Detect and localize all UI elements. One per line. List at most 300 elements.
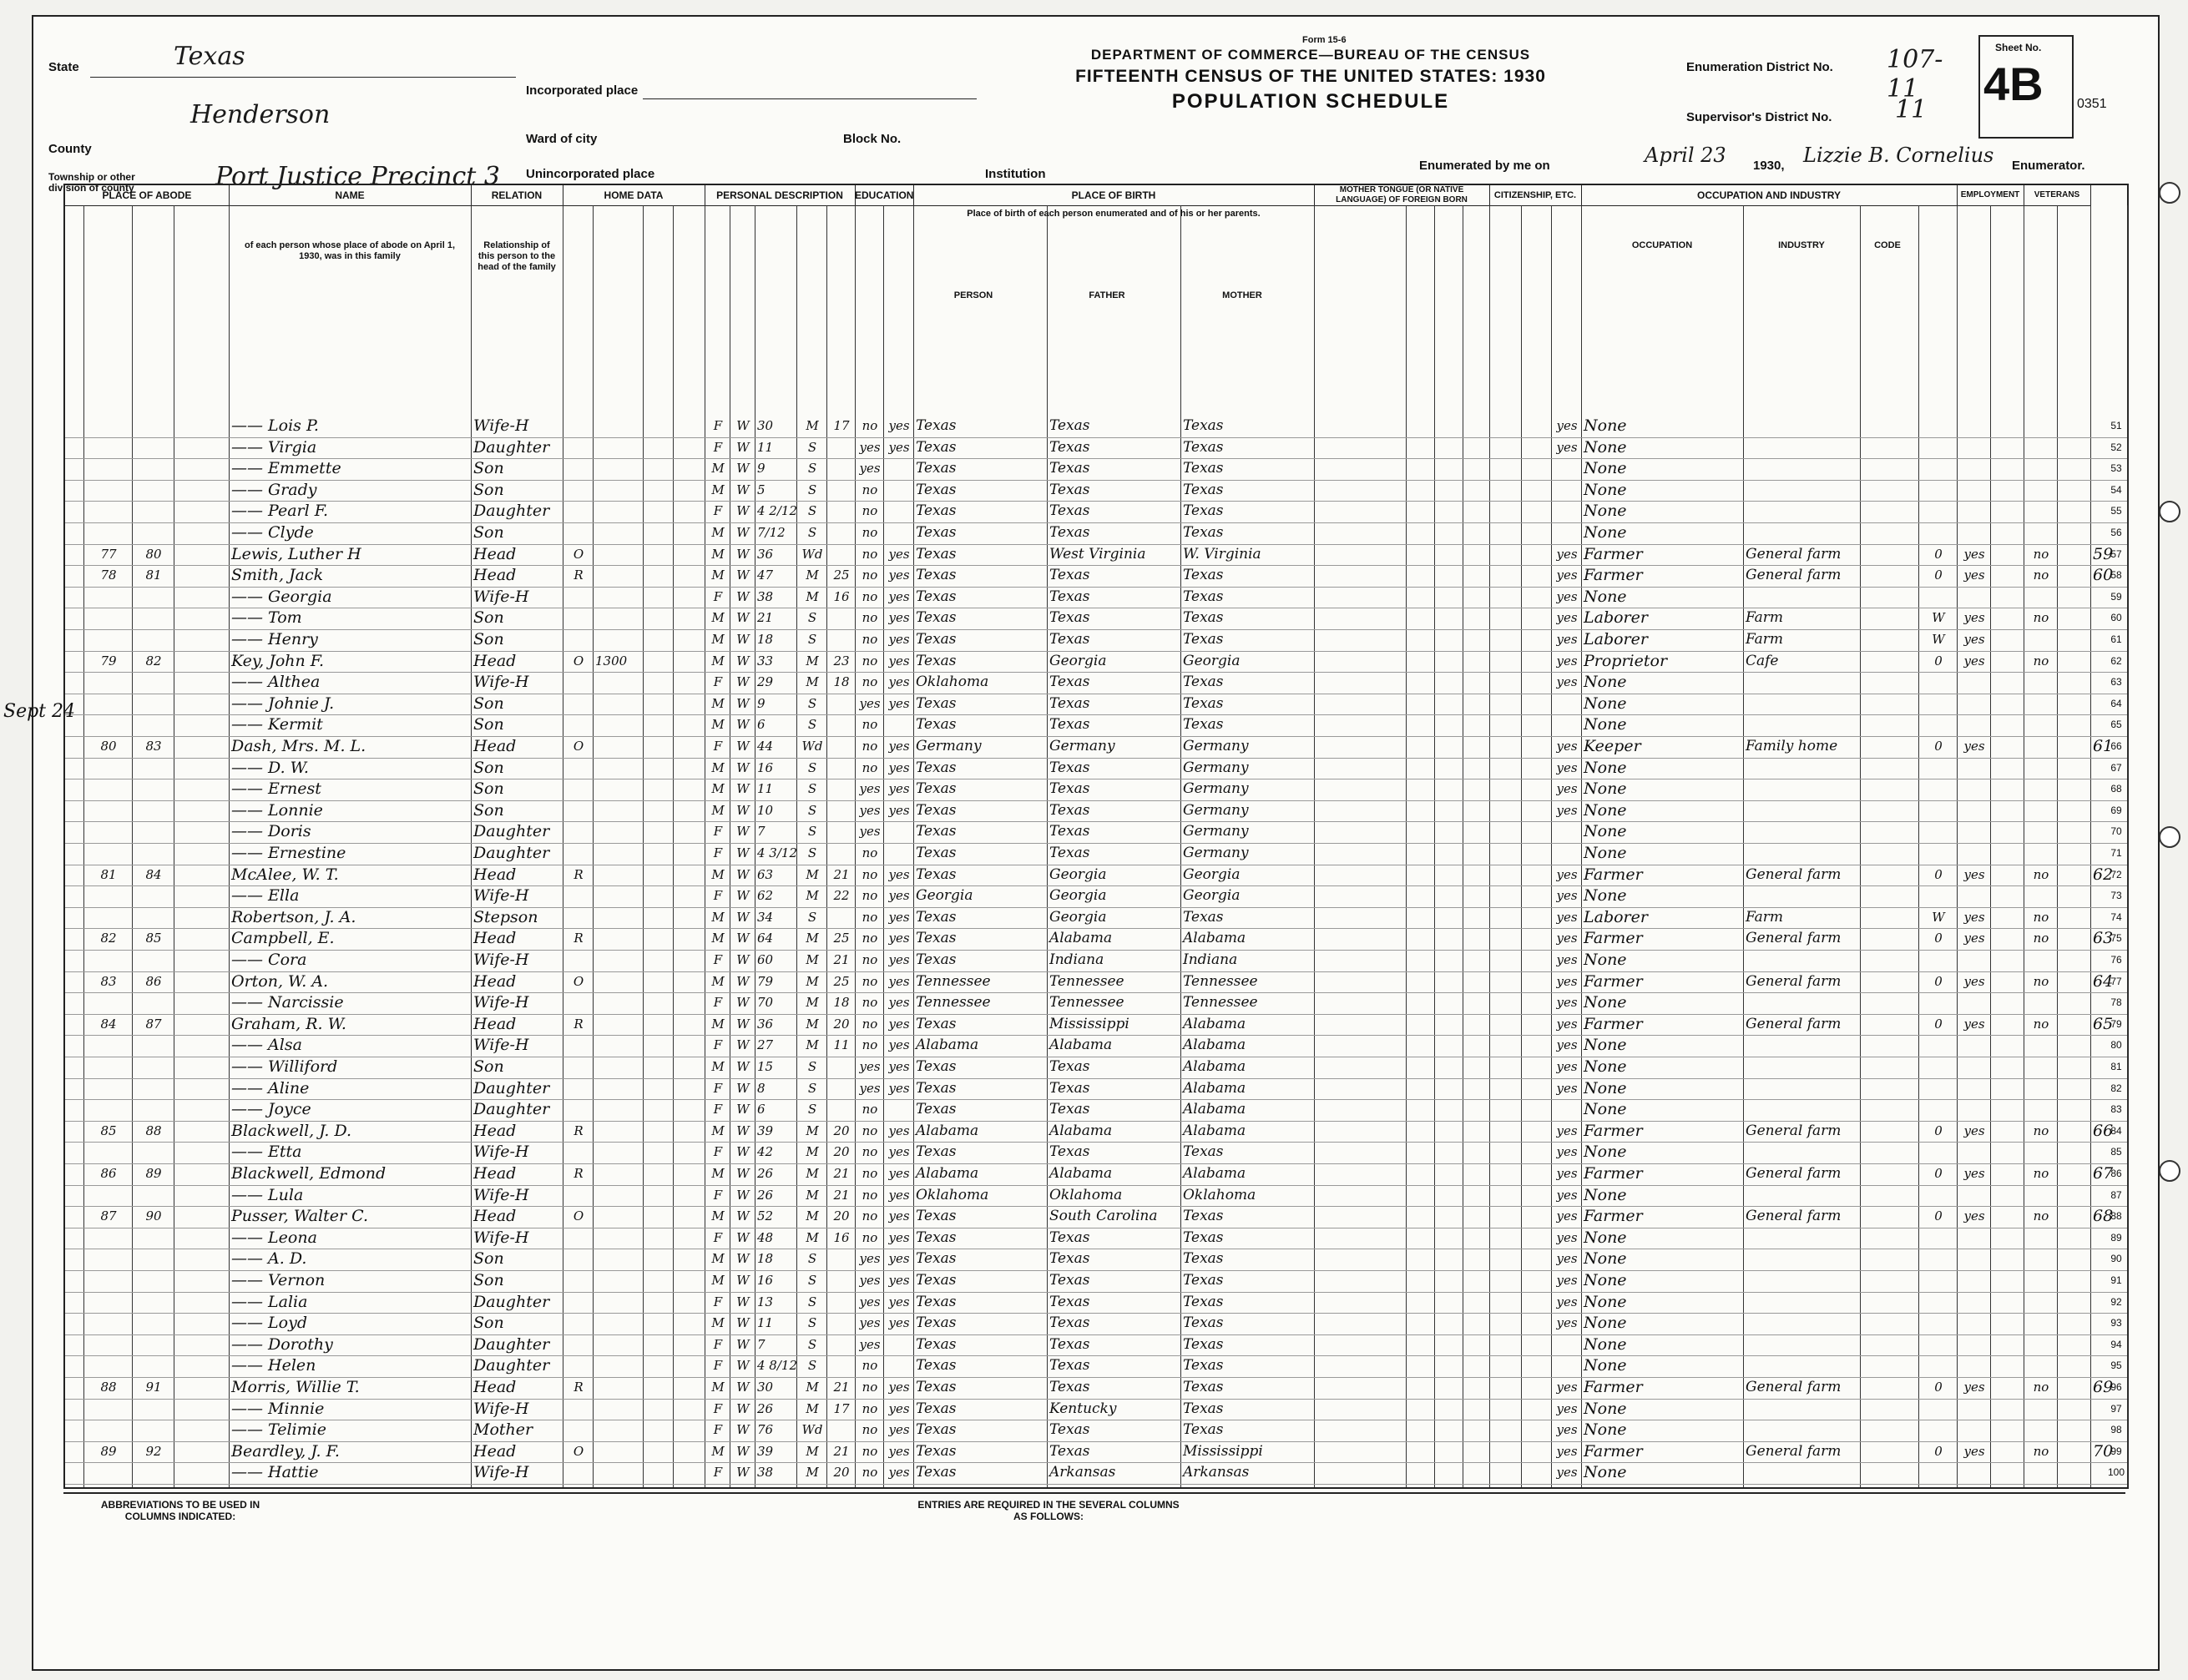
cell-emp (1959, 1270, 1989, 1292)
cell-race: W (736, 995, 750, 1011)
cell-am (829, 629, 854, 651)
cell-eng: yes (1556, 952, 1578, 967)
line-number: 97 (2110, 1402, 2122, 1415)
cell-am (829, 1057, 854, 1078)
cell-eng: yes (1556, 1400, 1578, 1416)
cell-race: W (736, 1208, 750, 1224)
cell-pob: Texas (916, 524, 957, 541)
cell-am (829, 1078, 854, 1100)
cell-emp: yes (1963, 1208, 1985, 1224)
cell-emp: yes (1963, 1443, 1985, 1459)
line-number: 77 (2110, 975, 2122, 987)
line-number: 58 (2110, 569, 2122, 582)
cell-vet (2026, 843, 2056, 865)
cell-name: —— Pearl F. (231, 502, 329, 521)
cell-ms: S (807, 482, 817, 497)
supervisor-field (1686, 95, 1970, 125)
cell-emp (1959, 458, 1989, 480)
cell-sex: M (711, 973, 725, 989)
cell-rel: Son (473, 608, 504, 628)
cell-fpob: Texas (1049, 460, 1090, 477)
cell-fam (134, 1078, 173, 1100)
cell-ind: General farm (1746, 972, 1842, 990)
cell-am: 18 (833, 674, 850, 690)
cell-ind (1746, 416, 1859, 437)
unincorporated-field (526, 167, 993, 182)
cell-vet (2026, 992, 2056, 1014)
cell-rel: Daughter (473, 1078, 550, 1097)
cell-emp (1959, 1035, 1989, 1057)
cell-rel: Son (473, 758, 504, 777)
line-number: 80 (2110, 1039, 2122, 1052)
industry-column-title: INDUSTRY (1778, 240, 1825, 250)
cell-ms: S (807, 845, 817, 860)
cell-race: W (736, 674, 750, 690)
cell-occ: None (1584, 1078, 1627, 1097)
cell-farm (2093, 1420, 2108, 1441)
cell-val (595, 1334, 642, 1356)
cell-emp (1959, 992, 1989, 1014)
cell-farm (2093, 694, 2108, 715)
cell-pob: Georgia (916, 887, 973, 905)
cell-age: 6 (757, 1102, 766, 1117)
cell-sch: yes (859, 824, 881, 840)
cell-occ: None (1584, 1271, 1627, 1289)
cell-eng: yes (1556, 931, 1578, 946)
cell-name: Dash, Mrs. M. L. (231, 737, 366, 755)
line-number: 88 (2110, 1210, 2122, 1223)
cell-fam: 86 (145, 973, 162, 989)
cell-sex: M (711, 610, 725, 626)
cell-pob: Texas (916, 1272, 957, 1289)
father-column-title: FATHER (1089, 290, 1125, 300)
table-row (65, 1441, 2127, 1464)
cell-occ: Laborer (1584, 630, 1648, 648)
cell-fpob: Oklahoma (1049, 1186, 1123, 1203)
state-field (48, 42, 516, 78)
line-number: 70 (2110, 825, 2122, 838)
population-table (63, 184, 2129, 1489)
cell-dw (86, 950, 131, 971)
cell-pob: Texas (916, 1079, 957, 1097)
cell-sex: M (711, 802, 725, 818)
person-column-title: PERSON (953, 290, 993, 300)
enumerator-name: Lizzie B. Cornelius (1803, 144, 1994, 167)
cell-val (595, 1292, 642, 1314)
cell-vet (2026, 1057, 2056, 1078)
cell-name: —— Lula (231, 1185, 304, 1204)
cell-val (595, 1078, 642, 1100)
cell-sch: no (862, 1016, 878, 1032)
line-number: 81 (2110, 1061, 2122, 1072)
cell-fam (134, 1057, 173, 1078)
cell-occ: None (1584, 437, 1627, 457)
cell-ind (1746, 1334, 1859, 1356)
line-number: 56 (2110, 527, 2122, 538)
cell-cls (1921, 437, 1956, 459)
cell-eng: yes (1556, 866, 1578, 882)
cell-cls (1921, 1270, 1956, 1292)
cell-rd: yes (888, 418, 910, 433)
cell-rd: yes (888, 632, 910, 647)
cell-sex: F (713, 1229, 723, 1245)
cell-pob: Texas (916, 1379, 957, 1395)
cell-pob: Texas (916, 1058, 957, 1075)
cell-name: —— Vernon (231, 1271, 326, 1289)
line-number: 90 (2110, 1253, 2122, 1265)
cell-occ: Laborer (1584, 608, 1648, 628)
state-label: State (48, 60, 79, 74)
cell-farm (2093, 1249, 2108, 1270)
cell-cls (1921, 672, 1956, 694)
cell-race: W (736, 1380, 750, 1395)
sheet-label: Sheet No. (1995, 42, 2042, 53)
cell-am (829, 779, 854, 800)
cell-ind (1746, 522, 1859, 544)
cell-occ: None (1584, 822, 1627, 841)
cell-sex: M (711, 1059, 725, 1074)
cell-rd: yes (888, 1294, 910, 1309)
cell-fpob: Texas (1049, 417, 1090, 434)
cell-sex: M (711, 759, 725, 775)
line-number: 53 (2110, 462, 2122, 475)
cell-fam (134, 1099, 173, 1121)
cell-name: —— D. W. (231, 758, 309, 777)
group-relation: RELATION (471, 185, 563, 206)
cell-fam (134, 843, 173, 865)
cell-race: W (736, 717, 750, 733)
cell-sch: no (862, 653, 878, 668)
cell-sex: F (713, 1144, 723, 1160)
cell-sch: no (862, 759, 878, 775)
cell-am (829, 608, 854, 629)
group-veterans: VETERANS (2024, 185, 2091, 206)
cell-occ: Farmer (1584, 544, 1643, 563)
cell-val (595, 629, 642, 651)
cell-emp: yes (1963, 1016, 1985, 1032)
line-number: 62 (2110, 654, 2122, 667)
cell-vet: no (2033, 610, 2049, 626)
cell-race: W (736, 802, 750, 818)
cell-race: W (736, 952, 750, 967)
cell-rd: yes (888, 1229, 910, 1245)
cell-own (565, 480, 592, 502)
cell-fam (134, 907, 173, 929)
cell-cls (1921, 1313, 1956, 1334)
cell-sch: no (862, 588, 878, 604)
cell-mpob: Texas (1183, 716, 1224, 734)
cell-race: W (736, 1358, 750, 1374)
cell-own (565, 1292, 592, 1314)
cell-sex: F (713, 739, 723, 754)
cell-fpob: Alabama (1049, 1122, 1113, 1139)
side-note: Sept 24 (3, 701, 76, 722)
table-body (65, 416, 2127, 1487)
cell-ind (1746, 1228, 1859, 1249)
cell-dw (86, 1334, 131, 1356)
cell-pob: Texas (916, 1293, 957, 1310)
cell-name: —— Grady (231, 480, 317, 499)
cell-fpob: Texas (1049, 1421, 1090, 1439)
cell-race: W (736, 1315, 750, 1331)
cell-am: 20 (833, 1465, 850, 1481)
cell-dw (86, 629, 131, 651)
cell-race: W (736, 909, 750, 925)
cell-fam (134, 1142, 173, 1163)
cell-emp: yes (1963, 1166, 1985, 1181)
cell-am (829, 1420, 854, 1441)
cell-cls: 0 (1934, 1443, 1943, 1459)
cell-mpob: Germany (1183, 738, 1249, 754)
cell-vet (2026, 416, 2056, 437)
line-number: 51 (2110, 420, 2122, 431)
cell-dw (86, 992, 131, 1014)
cell-occ: None (1584, 416, 1627, 435)
cell-rel: Daughter (473, 1100, 550, 1119)
cell-fam (134, 1035, 173, 1057)
cell-age: 18 (757, 1251, 774, 1267)
cell-fpob: Georgia (1049, 887, 1107, 905)
occupation-column-title: OCCUPATION (1631, 240, 1693, 250)
cell-dw (86, 1057, 131, 1078)
cell-rd: yes (888, 1380, 910, 1395)
cell-dw (86, 885, 131, 907)
cell-rel: Wife-H (473, 1399, 529, 1418)
cell-val (595, 1206, 642, 1228)
cell-ind (1746, 950, 1859, 971)
cell-age: 30 (757, 1380, 774, 1395)
cell-age: 64 (757, 931, 774, 946)
cell-vet (2026, 1249, 2056, 1270)
cell-fpob: West Virginia (1049, 545, 1146, 563)
cell-dw (86, 1249, 131, 1270)
cell-ms: S (807, 1273, 817, 1288)
table-row (65, 736, 2127, 759)
cell-ind (1746, 587, 1859, 608)
group-name: NAME (229, 185, 472, 206)
cell-farm (2093, 1035, 2108, 1057)
cell-own (565, 1313, 592, 1334)
cell-sex: M (711, 695, 725, 711)
cell-own: R (574, 1166, 584, 1181)
cell-fam (134, 416, 173, 437)
cell-dw: 89 (100, 1443, 117, 1459)
form-number: Form 15-6 (1302, 35, 1347, 45)
cell-rel: Son (473, 779, 504, 799)
cell-ind: Farm (1746, 631, 1784, 648)
table-row (65, 1057, 2127, 1079)
ward-label: Ward of city (526, 132, 598, 146)
cell-own (565, 885, 592, 907)
cell-sex: F (713, 1400, 723, 1416)
cell-val (595, 1014, 642, 1036)
cell-farm: 68 (2093, 1207, 2114, 1226)
table-row (65, 1163, 2127, 1186)
cell-emp (1959, 522, 1989, 544)
enumerated-by-field (1419, 144, 2137, 174)
cell-own: O (573, 1443, 584, 1459)
cell-name: —— Telimie (231, 1420, 326, 1440)
cell-own (565, 608, 592, 629)
cell-pob: Texas (916, 951, 957, 968)
cell-fpob: Texas (1049, 524, 1090, 541)
cell-pob: Texas (916, 1250, 957, 1268)
cell-race: W (736, 824, 750, 840)
cell-ms: M (806, 931, 819, 946)
cell-val (595, 437, 642, 459)
cell-cls: 0 (1934, 973, 1943, 989)
cell-val (595, 928, 642, 950)
cell-rel: Son (473, 715, 504, 734)
code-column-title: CODE (1874, 240, 1901, 250)
cell-ind (1746, 800, 1859, 822)
cell-mpob: Texas (1183, 631, 1224, 648)
cell-cls (1921, 1057, 1956, 1078)
cell-own: R (574, 568, 584, 583)
cell-pob: Texas (916, 481, 957, 498)
cell-race: W (736, 588, 750, 604)
cell-ms: M (806, 1400, 819, 1416)
cell-emp (1959, 843, 1989, 865)
cell-sch: no (862, 1166, 878, 1181)
census-heading: FIFTEENTH CENSUS OF THE UNITED STATES: 1930 (1075, 67, 1546, 86)
cell-am (829, 458, 854, 480)
cell-sex: M (711, 568, 725, 583)
cell-ms: M (806, 1166, 819, 1181)
cell-ms: M (806, 995, 819, 1011)
cell-pob: Texas (916, 1208, 957, 1225)
line-number: 75 (2110, 932, 2122, 945)
schedule-heading: POPULATION SCHEDULE (1171, 90, 1450, 113)
cell-ms: M (806, 1037, 819, 1053)
cell-eng: yes (1556, 1166, 1578, 1181)
cell-dw (86, 843, 131, 865)
cell-fam: 82 (145, 653, 162, 668)
cell-pob: Texas (916, 502, 957, 520)
cell-ms: Wd (801, 739, 823, 754)
cell-farm (2093, 758, 2108, 779)
cell-occ: None (1584, 1228, 1627, 1247)
cell-ind (1746, 1057, 1859, 1078)
cell-sex: F (713, 1422, 723, 1438)
cell-dw (86, 587, 131, 608)
cell-sch: yes (859, 781, 881, 797)
cell-occ: None (1584, 1185, 1627, 1204)
group-abode: PLACE OF ABODE (65, 185, 230, 206)
cell-rel: Wife-H (473, 993, 529, 1012)
cell-name: Lewis, Luther H (231, 544, 361, 563)
cell-vet: no (2033, 1166, 2049, 1181)
cell-ind (1746, 1035, 1859, 1057)
cell-emp (1959, 1313, 1989, 1334)
cell-race: W (736, 418, 750, 433)
cell-eng: yes (1556, 1273, 1578, 1288)
cell-vet (2026, 800, 2056, 822)
cell-vet: no (2033, 909, 2049, 925)
cell-ind: General farm (1746, 567, 1842, 584)
township-value: Port Justice Precinct 3 (215, 162, 500, 191)
cell-fam: 90 (145, 1208, 162, 1224)
cell-ind (1746, 501, 1859, 522)
cell-dw (86, 907, 131, 929)
cell-rel: Head (473, 1441, 517, 1461)
cell-farm (2093, 1334, 2108, 1356)
enum-district-value: 107-11 (1887, 45, 1943, 103)
name-column-title: of each person whose place of abode on April 1, 1930, was in this family (244, 240, 456, 261)
cell-fpob: Texas (1049, 1250, 1090, 1268)
cell-cls: 0 (1934, 1380, 1943, 1395)
cell-ind: Farm (1746, 908, 1784, 926)
line-number: 76 (2110, 954, 2122, 966)
cell-rel: Head (473, 651, 517, 670)
cell-name: —— Aline (231, 1078, 310, 1097)
census-sheet (32, 15, 2160, 1671)
cell-emp (1959, 1142, 1989, 1163)
cell-dw (86, 1035, 131, 1057)
cell-farm (2093, 501, 2108, 522)
cell-eng (1554, 843, 1580, 865)
cell-rd: yes (888, 653, 910, 668)
table-row (65, 1292, 2127, 1314)
cell-race: W (736, 546, 750, 562)
cell-emp: yes (1963, 546, 1985, 562)
cell-occ: None (1584, 886, 1627, 906)
cell-own (565, 1462, 592, 1484)
cell-occ: None (1584, 1463, 1627, 1482)
cell-pob: Texas (916, 780, 957, 798)
cell-fam (134, 1185, 173, 1207)
cell-dw: 83 (100, 973, 117, 989)
cell-cls (1921, 522, 1956, 544)
cell-pob: Texas (916, 545, 957, 563)
cell-eng: yes (1556, 653, 1578, 668)
cell-vet (2026, 1399, 2056, 1420)
cell-age: 16 (757, 759, 774, 775)
cell-sch: no (862, 845, 878, 860)
cell-age: 15 (757, 1059, 774, 1074)
cell-sch: yes (859, 802, 881, 818)
cell-am: 17 (833, 1400, 850, 1416)
cell-farm (2093, 1462, 2108, 1484)
cell-fpob: Texas (1049, 1314, 1090, 1332)
cell-fam (134, 1334, 173, 1356)
cell-cls (1921, 1399, 1956, 1420)
cell-fpob: Texas (1049, 1293, 1090, 1310)
cell-emp (1959, 1420, 1989, 1441)
cell-emp (1959, 437, 1989, 459)
cell-name: —— Kermit (231, 715, 323, 734)
cell-mpob: Germany (1183, 801, 1249, 819)
cell-rel: Daughter (473, 502, 550, 521)
cell-val (595, 501, 642, 522)
table-row (65, 992, 2127, 1015)
cell-emp: yes (1963, 909, 1985, 925)
line-number: 83 (2110, 1103, 2122, 1116)
cell-cls (1921, 1035, 1956, 1057)
cell-ind (1746, 992, 1859, 1014)
cell-emp: yes (1963, 973, 1985, 989)
cell-mpob: Texas (1183, 1335, 1224, 1353)
cell-emp (1959, 1228, 1989, 1249)
cell-dw: 85 (100, 1123, 117, 1138)
cell-rd (886, 480, 912, 502)
unincorporated-label: Unincorporated place (526, 167, 655, 181)
cell-ind (1746, 1249, 1859, 1270)
cell-own: O (573, 653, 584, 668)
block-label: Block No. (843, 132, 902, 146)
cell-mpob: Texas (1183, 502, 1224, 520)
line-number: 93 (2110, 1317, 2122, 1329)
